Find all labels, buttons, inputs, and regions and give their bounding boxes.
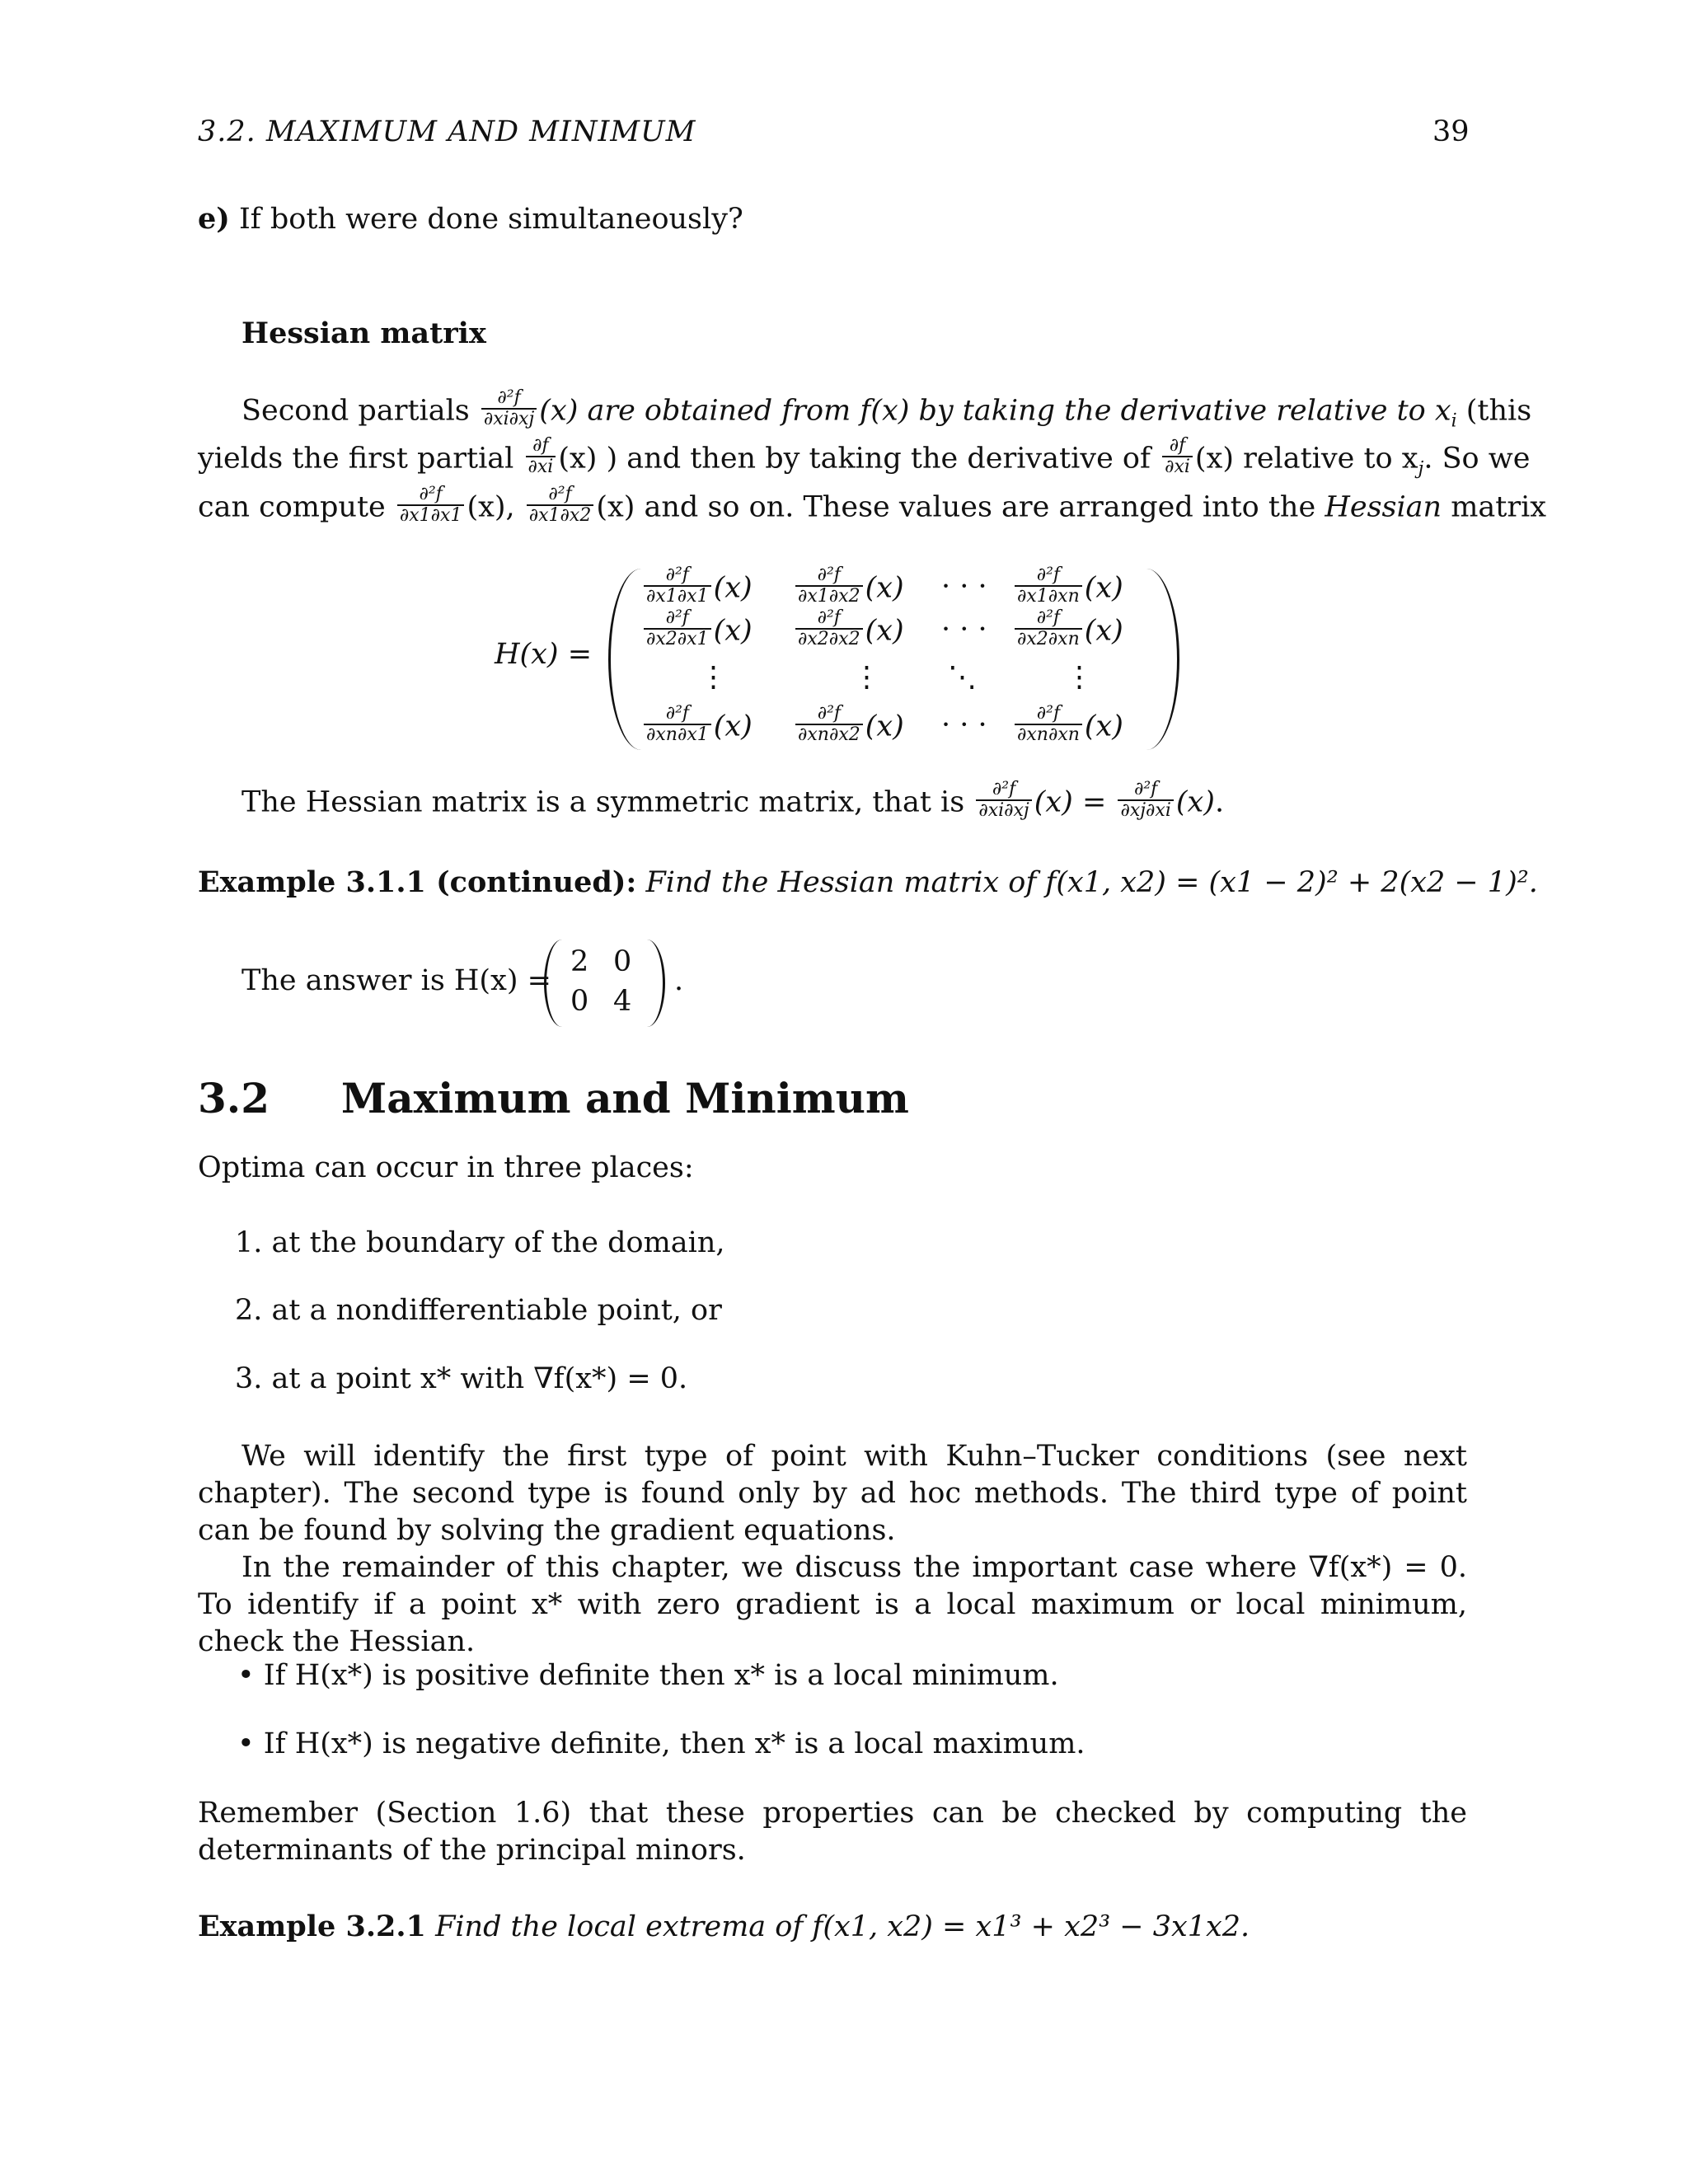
argument: (x) bbox=[713, 614, 753, 648]
answer-matrix-cell: 2 bbox=[570, 945, 589, 978]
fraction bbox=[795, 608, 863, 649]
text: (this bbox=[1465, 394, 1532, 428]
fraction bbox=[1015, 565, 1082, 607]
numerator: ∂²f bbox=[817, 703, 842, 724]
text: (x) are obtained from f(x) by taking the derivative relative to x bbox=[539, 394, 1451, 428]
hessian-para-line2 bbox=[198, 435, 1531, 488]
fraction bbox=[644, 565, 711, 607]
text: . So we bbox=[1423, 442, 1531, 476]
denominator: ∂x1∂x1 bbox=[397, 504, 465, 526]
hessian-row-1 bbox=[641, 565, 753, 610]
numerator: ∂²f bbox=[548, 484, 572, 504]
denominator: ∂x1∂x1 bbox=[644, 585, 711, 607]
answer-period: . bbox=[674, 964, 684, 997]
list-number: 1. bbox=[235, 1226, 263, 1259]
hessian-row-n-col-n bbox=[1012, 703, 1123, 748]
hessian-lhs: H(x) = bbox=[495, 638, 593, 671]
page-number: 39 bbox=[1432, 115, 1470, 148]
denominator: ∂x2∂x1 bbox=[644, 628, 711, 649]
matrix-left-paren bbox=[608, 569, 644, 750]
hessian-para-line1 bbox=[241, 387, 1532, 440]
running-header: 3.2. MAXIMUM AND MINIMUM bbox=[198, 115, 696, 148]
argument: (x) bbox=[865, 710, 904, 743]
argument: (x) bbox=[1175, 785, 1215, 819]
italic-term: Hessian bbox=[1325, 490, 1442, 524]
section-number: 3.2 bbox=[198, 1074, 270, 1122]
subscript: i bbox=[1451, 410, 1457, 432]
list-number: 3. bbox=[235, 1362, 263, 1395]
text: (x), bbox=[467, 490, 515, 524]
hessian-row-2-col-n bbox=[1012, 607, 1123, 653]
exercise-label: e) bbox=[198, 202, 230, 236]
denominator: ∂x1∂x2 bbox=[527, 504, 594, 526]
bullet-item bbox=[237, 1659, 1059, 1692]
text: yields the first partial bbox=[198, 442, 514, 476]
text: (x) relative to x bbox=[1194, 442, 1418, 476]
fraction bbox=[1015, 704, 1082, 745]
denominator: ∂xn∂x2 bbox=[795, 724, 863, 745]
vdots: ⋮ bbox=[699, 661, 728, 694]
fraction bbox=[1162, 436, 1193, 477]
hessian-para-line3 bbox=[198, 484, 1547, 529]
numerator: ∂f bbox=[532, 435, 549, 456]
bullet-symbol: • bbox=[237, 1727, 255, 1760]
subscript: j bbox=[1418, 458, 1424, 480]
hessian-row-n bbox=[641, 703, 753, 748]
text: matrix bbox=[1451, 490, 1547, 524]
numerator: ∂²f bbox=[497, 387, 521, 408]
denominator: ∂xi∂xj bbox=[976, 799, 1031, 821]
paragraph-kuhn-tucker: We will identify the first type of point with Kuhn–Tucker conditions (see next chapter). The second type is found only by ad hoc methods. The third type of point can be found by solving the gradient equations. bbox=[198, 1440, 1467, 1547]
denominator: ∂x1∂xn bbox=[1015, 585, 1082, 607]
denominator: ∂xj∂xi bbox=[1118, 799, 1173, 821]
numerator: ∂f bbox=[1169, 435, 1186, 456]
argument: (x) bbox=[1084, 571, 1123, 605]
hessian-heading: Hessian matrix bbox=[241, 316, 486, 350]
text: (x) and so on. These values are arranged into the bbox=[596, 490, 1316, 524]
list-item bbox=[235, 1362, 687, 1395]
hessian-symmetric-line bbox=[241, 779, 1225, 824]
list-number: 2. bbox=[235, 1294, 263, 1327]
period: . bbox=[1214, 785, 1225, 819]
vdots: ⋮ bbox=[1065, 661, 1094, 694]
hessian-row-2-col-2 bbox=[793, 607, 904, 653]
example-311-answer: The answer is H(x) = bbox=[241, 964, 551, 997]
numerator: ∂²f bbox=[992, 779, 1016, 799]
list-item bbox=[235, 1294, 722, 1327]
list-item bbox=[235, 1226, 725, 1259]
equals: = bbox=[1081, 785, 1107, 819]
section-title: Maximum and Minimum bbox=[340, 1074, 909, 1122]
denominator: ∂xn∂x1 bbox=[644, 724, 711, 745]
denominator: ∂xi∂xj bbox=[481, 408, 537, 429]
bullet-text: If H(x*) is negative definite, then x* is a local maximum. bbox=[263, 1727, 1085, 1760]
hdots: · · · bbox=[941, 709, 987, 742]
example-statement: Find the local extrema of f(x1, x2) = x1³ + x2³ − 3x1x2. bbox=[435, 1910, 1250, 1943]
fraction bbox=[481, 388, 537, 429]
vdots: ⋮ bbox=[852, 661, 881, 694]
argument: (x) bbox=[713, 571, 753, 605]
answer-matrix-cell: 4 bbox=[613, 985, 632, 1018]
argument: (x) bbox=[1034, 785, 1073, 819]
answer-matrix-cell: 0 bbox=[570, 985, 589, 1018]
hdots: · · · bbox=[941, 613, 987, 646]
numerator: ∂²f bbox=[817, 607, 841, 628]
hessian-row-1-col-n bbox=[1012, 565, 1123, 610]
denominator: ∂x2∂xn bbox=[1015, 628, 1082, 649]
numerator: ∂²f bbox=[665, 703, 690, 724]
bullet-item bbox=[237, 1727, 1085, 1760]
argument: (x) bbox=[713, 710, 753, 743]
fraction bbox=[644, 704, 711, 745]
example-label: Example 3.2.1 bbox=[198, 1910, 426, 1943]
paragraph-remainder: In the remainder of this chapter, we discuss the important case where ∇f(x*) = 0. To identify if a point x* with zero gradient is a local maximum or local minimum, check the Hessian. bbox=[198, 1551, 1467, 1658]
hessian-row-1-col-2 bbox=[793, 565, 904, 610]
bullet-text: If H(x*) is positive definite then x* is a local minimum. bbox=[263, 1659, 1059, 1692]
denominator: ∂xi bbox=[1162, 456, 1193, 477]
text: (x) ) and then by taking the derivative of bbox=[558, 442, 1151, 476]
numerator: ∂²f bbox=[665, 565, 689, 585]
fraction bbox=[795, 565, 863, 607]
text: Second partials bbox=[241, 394, 470, 428]
denominator: ∂x1∂x2 bbox=[795, 585, 863, 607]
numerator: ∂²f bbox=[817, 565, 841, 585]
denominator: ∂xi bbox=[526, 456, 556, 477]
numerator: ∂²f bbox=[1133, 779, 1158, 799]
numerator: ∂²f bbox=[665, 607, 689, 628]
hessian-row-n-col-2 bbox=[793, 703, 904, 748]
fraction bbox=[1015, 608, 1082, 649]
example-label: Example 3.1.1 (continued): bbox=[198, 865, 637, 899]
example-321 bbox=[198, 1908, 1250, 1946]
ddots: ⋱ bbox=[948, 661, 977, 694]
fraction bbox=[397, 485, 465, 526]
exercise-text: If both were done simultaneously? bbox=[238, 203, 743, 236]
matrix-right-paren bbox=[1144, 569, 1179, 750]
fraction bbox=[976, 780, 1031, 821]
fraction bbox=[1118, 780, 1173, 821]
argument: (x) bbox=[865, 571, 904, 605]
example-311 bbox=[198, 864, 1538, 902]
argument: (x) bbox=[865, 614, 904, 648]
numerator: ∂²f bbox=[1036, 565, 1061, 585]
hessian-row-2 bbox=[641, 607, 753, 653]
numerator: ∂²f bbox=[419, 484, 443, 504]
bullet-symbol: • bbox=[237, 1659, 255, 1692]
list-text: at a nondifferentiable point, or bbox=[271, 1294, 722, 1327]
section-heading bbox=[198, 1074, 909, 1122]
numerator: ∂²f bbox=[1036, 703, 1061, 724]
text: can compute bbox=[198, 490, 386, 524]
answer-matrix-right-paren bbox=[645, 940, 665, 1027]
list-text: at the boundary of the domain, bbox=[271, 1226, 725, 1259]
optima-intro: Optima can occur in three places: bbox=[198, 1151, 694, 1184]
denominator: ∂xn∂xn bbox=[1015, 724, 1082, 745]
denominator: ∂x2∂x2 bbox=[795, 628, 863, 649]
fraction bbox=[527, 485, 594, 526]
fraction bbox=[795, 704, 863, 745]
argument: (x) bbox=[1084, 710, 1123, 743]
fraction bbox=[526, 436, 556, 477]
answer-matrix-cell: 0 bbox=[613, 945, 632, 978]
fraction bbox=[644, 608, 711, 649]
list-text: at a point x* with ∇f(x*) = 0. bbox=[271, 1362, 688, 1395]
answer-matrix-left-paren bbox=[544, 940, 565, 1027]
numerator: ∂²f bbox=[1036, 607, 1061, 628]
paragraph-remember: Remember (Section 1.6) that these properties can be checked by computing the determinants of the principal minors. bbox=[198, 1797, 1467, 1867]
hdots: · · · bbox=[941, 570, 987, 603]
exercise-item-e bbox=[198, 200, 743, 238]
argument: (x) bbox=[1084, 614, 1123, 648]
example-statement: Find the Hessian matrix of f(x1, x2) = (x1 − 2)² + 2(x2 − 1)². bbox=[645, 866, 1538, 899]
text: The Hessian matrix is a symmetric matrix, that is bbox=[241, 785, 965, 819]
